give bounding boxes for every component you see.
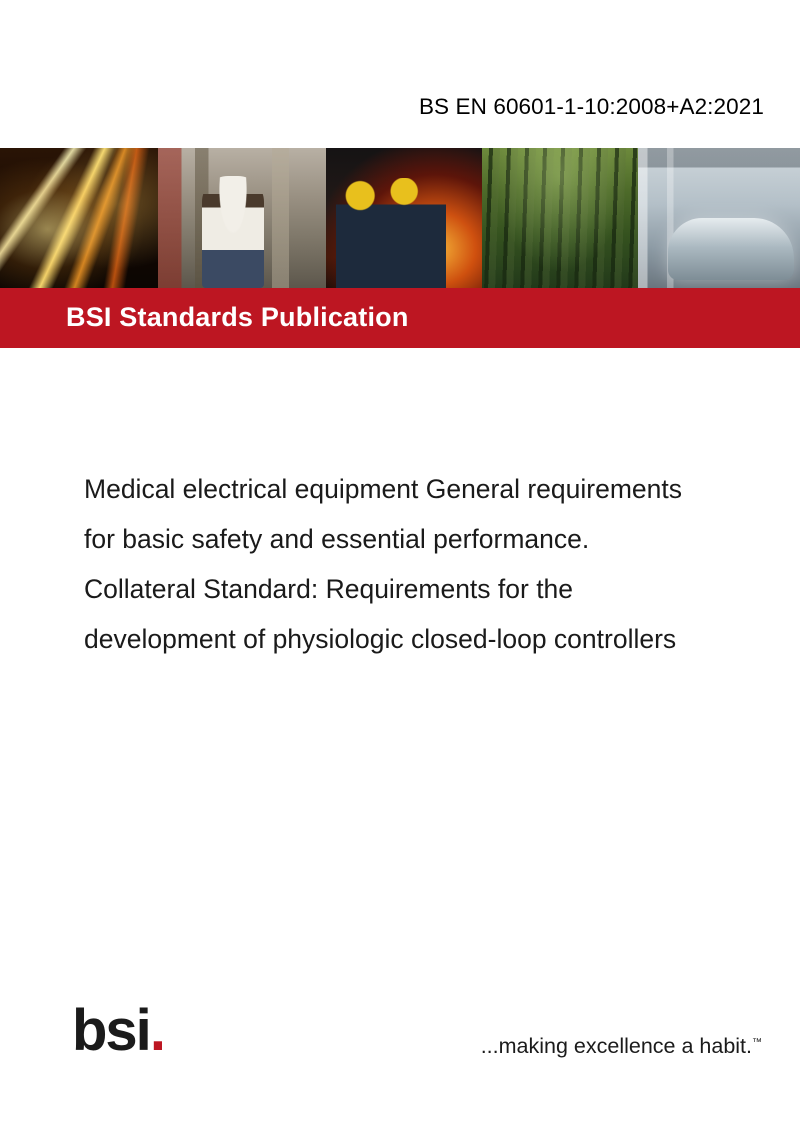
bsi-tagline-text: ...making excellence a habit.	[480, 1034, 752, 1058]
forest-photo	[482, 148, 638, 288]
firefighters-photo	[326, 148, 482, 288]
car-manufacturing-photo	[638, 148, 800, 288]
bsi-logo-text: bsi	[72, 998, 150, 1063]
page-title: Medical electrical equipment General requirements for basic safety and essential performance. Collateral Standard: Requirements for the development of physiologic closed-loop controllers	[84, 474, 683, 654]
standard-number: BS EN 60601-1-10:2008+A2:2021	[418, 94, 764, 119]
bsi-logo-dot: .	[149, 998, 164, 1063]
publication-label: BSI Standards Publication	[66, 302, 409, 332]
warehouse-worker-photo	[158, 148, 326, 288]
cover-banner-strip	[0, 148, 800, 288]
bsi-tagline	[481, 1034, 762, 1059]
bsi-logo	[72, 998, 164, 1063]
light-trails-photo	[0, 148, 158, 288]
trademark-symbol: ™	[752, 1036, 762, 1048]
